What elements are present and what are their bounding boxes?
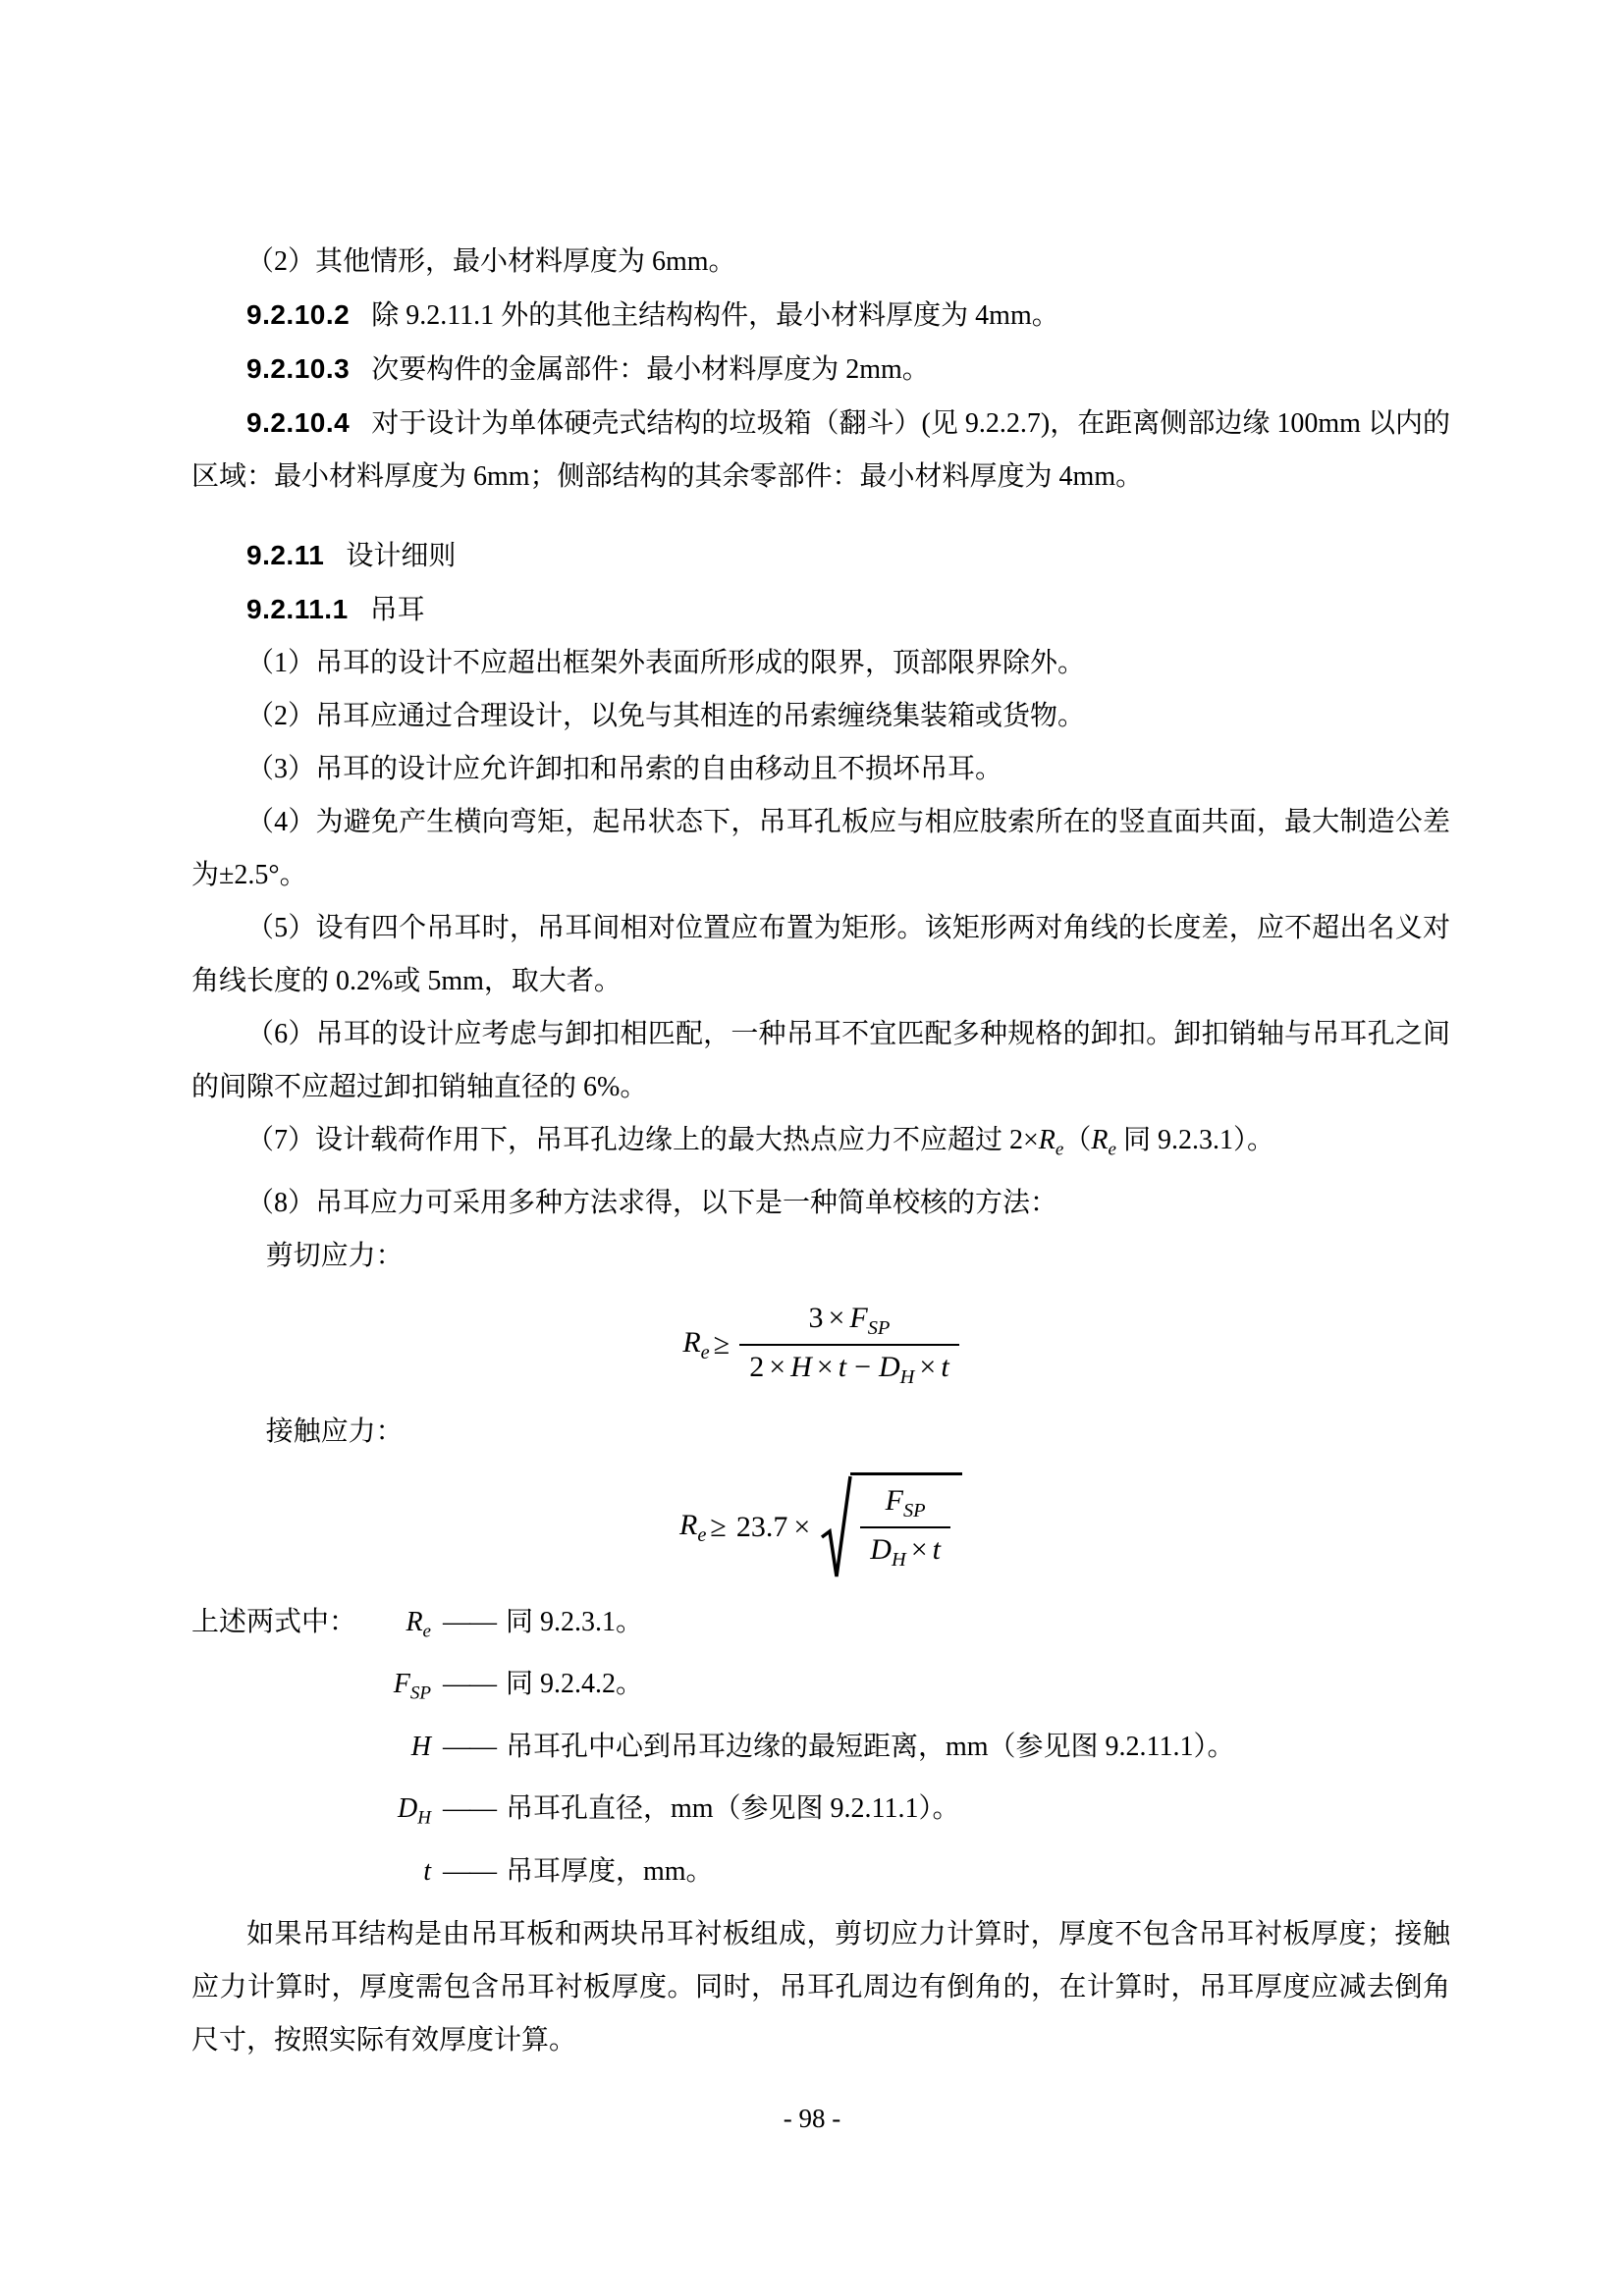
math-number: 23.7 [735, 1511, 788, 1544]
contact-stress-label: 接触应力： [265, 1415, 404, 1447]
math-variable: D [398, 1793, 418, 1825]
item-text: 同 9.2.3.1）。 [1115, 1125, 1274, 1155]
minus-sign: − [854, 1351, 871, 1384]
definitions-spacer [191, 1845, 360, 1908]
math-subscript: e [1055, 1139, 1064, 1160]
math-variable: H [790, 1351, 812, 1384]
definition-dash: —— [443, 1793, 496, 1825]
math-subscript: SP [409, 1682, 431, 1704]
fraction-denominator [739, 1346, 958, 1394]
definition-row-dh [191, 1783, 1450, 1845]
radical-sign [820, 1474, 853, 1584]
formula-lhs [682, 1323, 709, 1367]
math-subscript: SP [867, 1316, 891, 1339]
definition-dash: —— [443, 1731, 496, 1762]
section-9-2-10-3 [191, 343, 1450, 397]
fraction [860, 1479, 950, 1576]
math-variable: F [849, 1301, 868, 1334]
math-variable: H [410, 1731, 431, 1762]
multiply-sign: × [919, 1351, 937, 1384]
definition-description: 吊耳孔直径，mm（参见图 9.2.11.1）。 [506, 1793, 960, 1825]
math-subscript: e [700, 1341, 710, 1363]
math-subscript: H [891, 1549, 906, 1572]
definition-term [360, 1596, 431, 1659]
multiply-sign: × [769, 1351, 786, 1384]
formula-shear-stress [191, 1297, 1450, 1394]
definition-dash: —— [443, 1856, 496, 1888]
math-subscript: e [422, 1621, 431, 1642]
definition-description: 吊耳孔中心到吊耳边缘的最短距离，mm（参见图 9.2.11.1）。 [506, 1731, 1235, 1762]
section-text: 对于设计为单体硬壳式结构的垃圾箱（翻斗）(见 9.2.2.7)，在距离侧部边缘 100mm 以内的区域：最小材料厚度为 6mm；侧部结构的其余零部件：最小材料厚度为 4mm。 [191, 408, 1450, 492]
definitions-spacer [191, 1658, 360, 1721]
math-number: 3 [808, 1301, 824, 1334]
heading-9-2-11-1 [191, 583, 1450, 637]
math-subscript: SP [902, 1499, 926, 1522]
math-variable: R [682, 1325, 701, 1359]
multiply-sign: × [793, 1511, 811, 1544]
multiply-sign: × [816, 1351, 834, 1384]
list-item-4: （4）为避免产生横向弯矩，起吊状态下，吊耳孔板应与相应肢索所在的竖直面共面，最大制造公差为±2.5°。 [191, 807, 1450, 890]
math-subscript: H [417, 1808, 431, 1830]
greater-equal-sign: ≥ [713, 1327, 731, 1361]
item-text: （7）设计载荷作用下，吊耳孔边缘上的最大热点应力不应超过 2× [246, 1125, 1039, 1155]
closing-paragraph: 如果吊耳结构是由吊耳板和两块吊耳衬板组成，剪切应力计算时，厚度不包含吊耳衬板厚度；接触应力计算时，厚度需包含吊耳衬板厚度。同时，吊耳孔周边有倒角的，在计算时，吊耳厚度应减去倒角尺寸，按照实际有效厚度计算。 [191, 1918, 1450, 2056]
definition-row-h [191, 1721, 1450, 1784]
section-number: 9.2.10.4 [246, 407, 351, 438]
heading-number: 9.2.11.1 [246, 594, 349, 624]
list-item-1: （1）吊耳的设计不应超出框架外表面所形成的限界，顶部限界除外。 [246, 648, 1086, 678]
fraction-numerator [860, 1479, 950, 1529]
heading-9-2-11 [191, 529, 1450, 583]
square-root [818, 1472, 962, 1584]
math-subscript: e [1108, 1139, 1116, 1160]
shear-stress-label: 剪切应力： [265, 1240, 404, 1271]
math-variable: R [1038, 1125, 1056, 1155]
greater-equal-sign: ≥ [710, 1511, 727, 1544]
heading-text: 吊耳 [369, 595, 425, 625]
definition-term [360, 1658, 431, 1721]
math-variable: F [393, 1669, 410, 1700]
para-other-case: （2）其他情形，最小材料厚度为 6mm。 [246, 246, 736, 277]
list-item-6: （6）吊耳的设计应考虑与卸扣相匹配，一种吊耳不宜匹配多种规格的卸扣。卸扣销轴与吊耳孔之间的间隙不应超过卸扣销轴直径的 6%。 [191, 1019, 1450, 1102]
math-subscript: e [697, 1524, 707, 1547]
section-text: 除 9.2.11.1 外的其他主结构构件，最小材料厚度为 4mm。 [371, 300, 1059, 331]
math-variable: t [423, 1856, 431, 1888]
definition-term [360, 1845, 431, 1908]
definition-description: 同 9.2.3.1。 [506, 1606, 644, 1637]
math-variable: t [941, 1351, 949, 1384]
heading-number: 9.2.11 [246, 540, 325, 570]
definition-row-fsp [191, 1658, 1450, 1721]
math-variable: R [1091, 1125, 1109, 1155]
section-9-2-10-2 [191, 289, 1450, 343]
section-text: 次要构件的金属部件：最小材料厚度为 2mm。 [371, 354, 930, 385]
definition-dash: —— [443, 1669, 496, 1700]
list-item-8: （8）吊耳应力可采用多种方法求得，以下是一种简单校核的方法： [246, 1187, 1058, 1218]
definition-term [360, 1783, 431, 1845]
multiply-sign: × [828, 1301, 845, 1334]
math-variable: t [838, 1351, 847, 1384]
item-text: （ [1063, 1125, 1092, 1155]
definitions-spacer [191, 1783, 360, 1845]
heading-text: 设计细则 [346, 541, 457, 571]
list-item-3: （3）吊耳的设计应允许卸扣和吊索的自由移动且不损坏吊耳。 [246, 754, 1003, 784]
page-number: - 98 - [783, 2104, 841, 2133]
list-item-7 [191, 1114, 1450, 1177]
math-variable: t [932, 1533, 941, 1567]
multiply-sign: × [910, 1533, 928, 1567]
fraction-denominator [860, 1528, 950, 1576]
definition-row-re [191, 1596, 1450, 1659]
definitions-intro: 上述两式中： [191, 1606, 357, 1637]
definition-row-t [191, 1845, 1450, 1908]
definition-description: 同 9.2.4.2。 [506, 1669, 644, 1700]
formula-lhs [679, 1506, 706, 1550]
definition-dash: —— [443, 1606, 496, 1637]
fraction [739, 1297, 958, 1394]
math-variable: D [870, 1533, 892, 1567]
section-number: 9.2.10.2 [246, 299, 351, 330]
math-variable: F [885, 1483, 903, 1517]
math-number: 2 [749, 1351, 765, 1384]
section-9-2-10-4 [191, 397, 1450, 504]
formula-contact-stress [191, 1472, 1450, 1584]
section-number: 9.2.10.3 [246, 353, 351, 384]
list-item-2: （2）吊耳应通过合理设计，以免与其相连的吊索缠绕集装箱或货物。 [246, 701, 1086, 731]
list-item-5: （5）设有四个吊耳时，吊耳间相对位置应布置为矩形。该矩形两对角线的长度差，应不超出名义对角线长度的 0.2%或 5mm，取大者。 [191, 913, 1450, 996]
definition-term [360, 1721, 431, 1784]
math-variable: R [406, 1606, 423, 1637]
fraction-numerator [739, 1297, 958, 1347]
definition-description: 吊耳厚度，mm。 [506, 1856, 714, 1888]
definitions-spacer [191, 1721, 360, 1784]
math-variable: R [679, 1509, 698, 1542]
math-subscript: H [899, 1366, 915, 1389]
math-variable: D [878, 1351, 900, 1384]
radicand [850, 1472, 962, 1576]
page-content [191, 236, 1450, 2067]
